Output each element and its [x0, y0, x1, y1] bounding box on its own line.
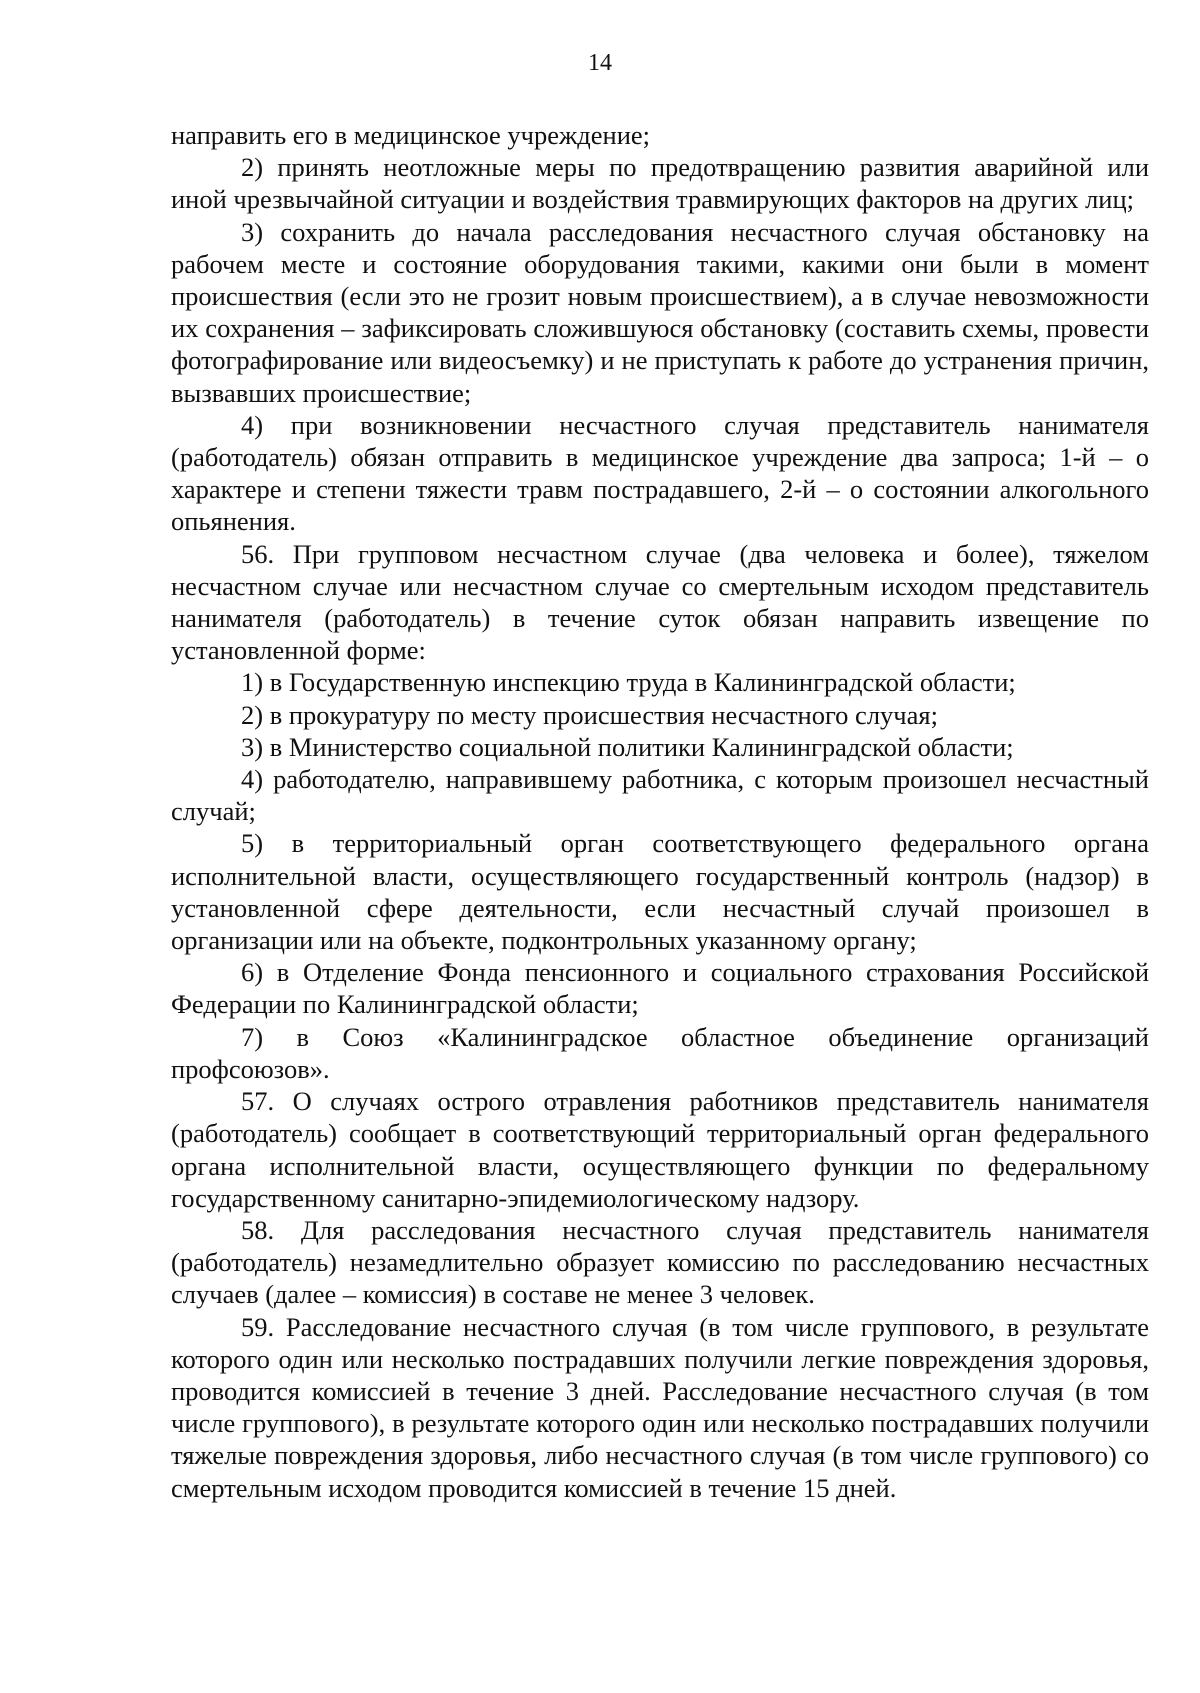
- list-item-4: 4) при возникновении несчастного случая представитель нанимателя (работодатель) обязан отправить в медицинское учреждение два запроса; 1-й – о характере и степени тяжести травм пострадавшего, 2-й – о состоянии алкогольного опьянения.: [171, 409, 1149, 537]
- clause-57: 57. О случаях острого отравления работников представитель нанимателя (работодатель) сообщает в соответствующий территориальный орган федерального органа исполнительной власти, осуществляющего функции по федеральному государственному санитарно-эпидемиологическому надзору.: [171, 1086, 1149, 1213]
- document-body: [171, 119, 1149, 1504]
- page-number: 14: [588, 50, 612, 76]
- clause-56-item-2: 2) в прокуратуру по месту происшествия несчастного случая;: [241, 699, 938, 730]
- clause-56: 56. При групповом несчастном случае (два человека и более), тяжелом несчастном случае или несчастном случае со смертельным исходом представитель нанимателя (работодатель) в течение суток обязан направить извещение по установленной форме:: [171, 538, 1149, 666]
- list-item-3: 3) сохранить до начала расследования несчастного случая обстановку на рабочем месте и состояние оборудования такими, какими они были в момент происшествия (если это не грозит новым происшествием), а в случае невозможности их сохранения – зафиксировать сложившуюся обстановку (составить схемы, провести фотографирование или видеосъемку) и не приступать к работе до устранения причин, вызвавших происшествие;: [171, 216, 1149, 408]
- clause-56-item-3: 3) в Министерство социальной политики Калининградской области;: [241, 731, 1014, 762]
- clause-56-item-6: 6) в Отделение Фонда пенсионного и социального страхования Российской Федерации по Калининградской области;: [171, 957, 1149, 1020]
- clause-56-item-7: 7) в Союз «Калининградское областное объединение организаций профсоюзов».: [171, 1021, 1149, 1084]
- clause-59: 59. Расследование несчастного случая (в том числе группового, в результате которого один или несколько пострадавших получили легкие повреждения здоровья, проводится комиссией в течение 3 дней. Расследование несчастного случая (в том числе группового), в результате которого один или несколько пострадавших получили тяжелые повреждения здоровья, либо несчастного случая (в том числе группового) со смертельным исходом проводится комиссией в течение 15 дней.: [171, 1311, 1149, 1503]
- paragraph-continuation: направить его в медицинское учреждение;: [171, 120, 651, 150]
- clause-58: 58. Для расследования несчастного случая представитель нанимателя (работодатель) незамедлительно образует комиссию по расследованию несчастных случаев (далее – комиссия) в составе не менее 3 человек.: [171, 1214, 1149, 1310]
- clause-56-item-1: 1) в Государственную инспекцию труда в Калининградской области;: [241, 667, 1016, 698]
- clause-56-item-5: 5) в территориальный орган соответствующего федерального органа исполнительной власти, осуществляющего государственный контроль (надзор) в установленной сфере деятельности, если несчастный случай произошел в организации или на объекте, подконтрольных указанному органу;: [171, 828, 1149, 956]
- clause-56-item-4: 4) работодателю, направившему работника, с которым произошел несчастный случай;: [171, 764, 1149, 827]
- list-item-2: 2) принять неотложные меры по предотвращению развития аварийной или иной чрезвычайной ситуации и воздействия травмирующих факторов на других лиц;: [171, 152, 1149, 215]
